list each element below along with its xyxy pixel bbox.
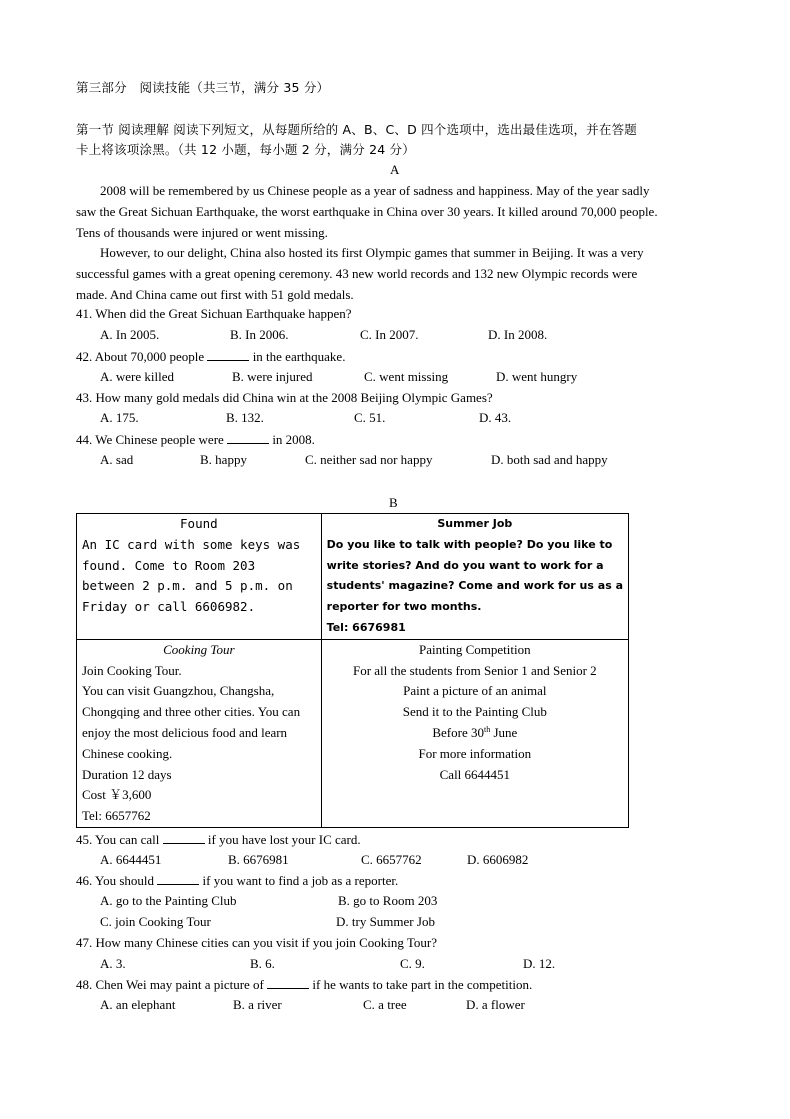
question-stem-tail: in 2008. — [272, 432, 315, 447]
cooking-tour-line: Join Cooking Tour. — [82, 662, 182, 678]
painting-line: For all the students from Senior 1 and Senior 2 — [352, 662, 597, 678]
found-notice — [77, 514, 322, 640]
cooking-tour-line: You can visit Guangzhou, Changsha, — [82, 683, 275, 699]
found-title: Found — [180, 516, 218, 531]
section-instructions-line1: 第一节 阅读理解 阅读下列短文，从每题所给的 A、B、C、D 四个选项中，选出最佳选项，并在答题 — [76, 122, 637, 137]
question-stem-tail: in the earthquake. — [252, 349, 346, 364]
option-46-a[interactable]: A. go to the Painting Club — [100, 893, 237, 908]
passage-line: made. And China came out first with 51 gold medals. — [76, 286, 354, 302]
option-44-c[interactable]: C. neither sad nor happy — [305, 452, 433, 467]
painting-line: Send it to the Painting Club — [402, 704, 547, 720]
question-45 — [76, 831, 361, 848]
option-46-b[interactable]: B. go to Room 203 — [338, 893, 438, 908]
passage-line: saw the Great Sichuan Earthquake, the worst earthquake in China over 30 years. It killed around 70,000 people. — [76, 203, 658, 219]
question-stem-tail: if you have lost your IC card. — [207, 832, 361, 847]
section-instructions-line2: 卡上将该项涂黑。（共 12 小题，每小题 2 分，满分 24 分） — [76, 142, 415, 157]
option-43-c[interactable]: C. 51. — [354, 410, 386, 425]
question-stem: 46. You should — [76, 873, 155, 888]
question-44 — [76, 431, 315, 448]
option-43-a[interactable]: A. 175. — [100, 410, 139, 425]
painting-more-info: For more information — [418, 745, 532, 761]
answer-blank — [163, 831, 205, 844]
summer-job-notice — [321, 514, 628, 640]
deadline-text: Before 30 — [432, 724, 484, 740]
option-42-a[interactable]: A. were killed — [100, 369, 175, 384]
notices-table — [76, 513, 629, 828]
option-42-b[interactable]: B. were injured — [232, 369, 313, 384]
ordinal-suffix: th — [483, 724, 491, 734]
option-44-a[interactable]: A. sad — [100, 452, 134, 467]
option-48-b[interactable]: B. a river — [233, 997, 282, 1012]
option-42-c[interactable]: C. went missing — [364, 369, 449, 384]
summer-job-line: students' magazine? Come and work for us as a — [326, 579, 623, 593]
passage-a-text — [76, 181, 704, 306]
question-stem: 42. About 70,000 people — [76, 349, 205, 364]
part-title: 第三部分 阅读技能（共三节，满分 35 分） — [76, 80, 330, 95]
question-stem: 41. When did the Great Sichuan Earthquake happen? — [76, 306, 352, 321]
question-stem: 48. Chen Wei may paint a picture of — [76, 977, 264, 992]
option-45-c[interactable]: C. 6657762 — [361, 852, 422, 867]
deadline-month: June — [490, 724, 518, 740]
option-46-c[interactable]: C. join Cooking Tour — [100, 914, 211, 929]
option-48-c[interactable]: C. a tree — [363, 997, 407, 1012]
found-line: found. Come to Room 203 — [82, 557, 256, 573]
passage-line: Tens of thousands were injured or went missing. — [76, 224, 328, 240]
passage-b-label: B — [389, 495, 398, 510]
summer-job-tel: Tel: 6676981 — [326, 620, 406, 634]
answer-blank — [267, 976, 309, 989]
question-47 — [76, 935, 437, 951]
question-46 — [76, 872, 398, 889]
painting-call: Call 6644451 — [439, 766, 511, 782]
option-45-a[interactable]: A. 6644451 — [100, 852, 162, 867]
painting-competition-notice — [321, 639, 628, 827]
option-41-a[interactable]: A. In 2005. — [100, 327, 160, 342]
question-43 — [76, 390, 493, 406]
option-47-c[interactable]: C. 9. — [400, 956, 425, 971]
option-42-d[interactable]: D. went hungry — [496, 369, 578, 384]
question-stem: 47. How many Chinese cities can you visit if you join Cooking Tour? — [76, 935, 438, 950]
question-stem: 45. You can call — [76, 832, 160, 847]
option-41-b[interactable]: B. In 2006. — [230, 327, 289, 342]
passage-line: 2008 will be remembered by us Chinese people as a year of sadness and happiness. May of the year sadly — [100, 183, 650, 198]
option-47-d[interactable]: D. 12. — [523, 956, 556, 971]
painting-title: Painting Competition — [419, 641, 531, 657]
question-stem: 43. How many gold medals did China win at the 2008 Beijing Olympic Games? — [76, 390, 493, 405]
cooking-tour-line: Chinese cooking. — [82, 745, 173, 761]
passage-a-label: A — [390, 162, 400, 177]
found-line: between 2 p.m. and 5 p.m. on — [82, 578, 293, 594]
cooking-tour-line: Chongqing and three other cities. You can — [82, 704, 301, 720]
option-41-c[interactable]: C. In 2007. — [360, 327, 419, 342]
cooking-tour-duration: Duration 12 days — [82, 766, 172, 782]
found-line: An IC card with some keys was — [82, 536, 301, 552]
question-41 — [76, 306, 352, 322]
option-43-d[interactable]: D. 43. — [479, 410, 512, 425]
summer-job-title: Summer Job — [437, 517, 513, 530]
option-46-d[interactable]: D. try Summer Job — [336, 914, 435, 929]
cooking-tour-title: Cooking Tour — [163, 641, 235, 657]
summer-job-line: Do you like to talk with people? Do you like to — [326, 537, 613, 551]
cooking-tour-notice — [77, 639, 322, 827]
summer-job-line: reporter for two months. — [326, 600, 482, 614]
option-48-a[interactable]: A. an elephant — [100, 997, 176, 1012]
summer-job-line: write stories? And do you want to work for a — [326, 558, 604, 572]
option-41-d[interactable]: D. In 2008. — [488, 327, 548, 342]
question-stem: 44. We Chinese people were — [76, 432, 224, 447]
question-42 — [76, 348, 345, 365]
passage-line: successful games with a great opening ceremony. 43 new world records and 132 new Olympic records were — [76, 266, 638, 282]
option-44-b[interactable]: B. happy — [200, 452, 247, 467]
option-43-b[interactable]: B. 132. — [226, 410, 264, 425]
option-47-b[interactable]: B. 6. — [250, 956, 275, 971]
found-line: Friday or call 6606982. — [82, 599, 256, 615]
answer-blank — [207, 348, 249, 361]
cooking-tour-tel: Tel: 6657762 — [82, 808, 151, 824]
painting-line: Paint a picture of an animal — [403, 683, 547, 699]
option-44-d[interactable]: D. both sad and happy — [491, 452, 608, 467]
answer-blank — [157, 872, 199, 885]
answer-blank — [227, 431, 269, 444]
question-48 — [76, 976, 532, 993]
cooking-tour-cost: Cost ￥3,600 — [82, 787, 152, 803]
option-47-a[interactable]: A. 3. — [100, 956, 126, 971]
passage-line: However, to our delight, China also hosted its first Olympic games that summer in Beijing. It was a very — [100, 245, 644, 261]
question-stem-tail: if you want to find a job as a reporter. — [202, 873, 399, 888]
option-48-d[interactable]: D. a flower — [466, 997, 525, 1012]
question-stem-tail: if he wants to take part in the competition. — [312, 977, 533, 992]
option-45-d[interactable]: D. 6606982 — [467, 852, 529, 867]
option-45-b[interactable]: B. 6676981 — [228, 852, 289, 867]
cooking-tour-line: enjoy the most delicious food and learn — [82, 724, 288, 740]
painting-deadline — [327, 723, 623, 744]
